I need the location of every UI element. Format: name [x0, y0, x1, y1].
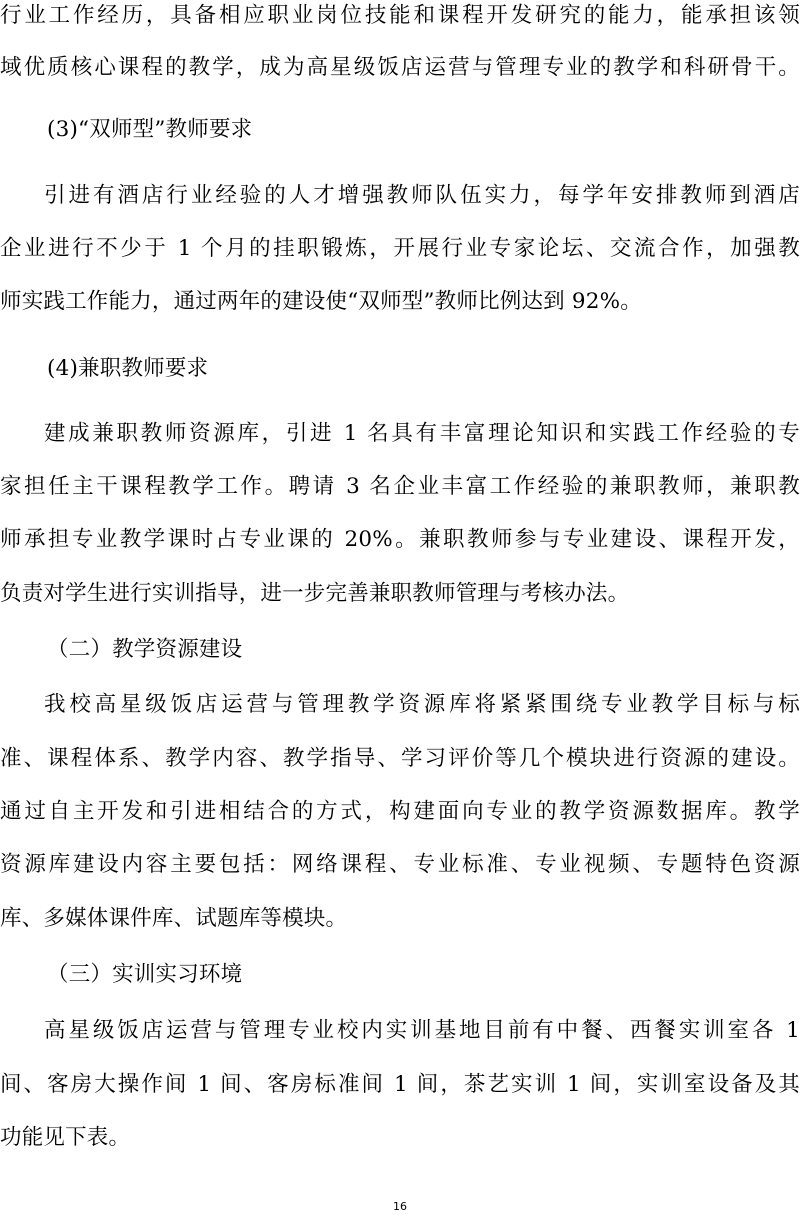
- paragraph-line: 引进有酒店行业经验的人才增强教师队伍实力，每学年安排教师到酒店: [44, 183, 800, 208]
- paragraph-line: 我校高星级饭店运营与管理教学资源库将紧紧围绕专业教学目标与标: [44, 692, 800, 717]
- paragraph-line: 行业工作经历，具备相应职业岗位技能和课程开发研究的能力，能承担该领: [0, 3, 800, 28]
- paragraph-line: 通过自主开发和引进相结合的方式，构建面向专业的教学资源数据库。教学: [0, 799, 800, 824]
- section-heading: （三）实训实习环境: [47, 962, 243, 987]
- paragraph-line: 师承担专业教学课时占专业课的 20%。兼职教师参与专业建设、课程开发，: [0, 527, 800, 552]
- paragraph-line: 家担任主干课程教学工作。聘请 3 名企业丰富工作经验的兼职教师，兼职教: [0, 474, 800, 499]
- paragraph-line: 建成兼职教师资源库，引进 1 名具有丰富理论知识和实践工作经验的专: [44, 421, 800, 446]
- paragraph-line: 域优质核心课程的教学，成为高星级饭店运营与管理专业的教学和科研骨干。: [0, 55, 800, 80]
- section-heading: （二）教学资源建设: [47, 637, 243, 662]
- section-heading: (4)兼职教师要求: [47, 356, 209, 381]
- paragraph-line: 企业进行不少于 1 个月的挂职锻炼，开展行业专家论坛、交流合作，加强教: [0, 236, 800, 261]
- paragraph-line: 高星级饭店运营与管理专业校内实训基地目前有中餐、西餐实训室各 1: [44, 1018, 800, 1043]
- paragraph-line: 功能见下表。: [0, 1125, 131, 1150]
- paragraph-line: 师实践工作能力，通过两年的建设使“双师型”教师比例达到 92%。: [0, 289, 643, 314]
- paragraph-line: 库、多媒体课件库、试题库等模块。: [0, 906, 348, 931]
- paragraph-line: 资源库建设内容主要包括：网络课程、专业标准、专业视频、专题特色资源: [0, 852, 800, 877]
- paragraph-line: 负责对学生进行实训指导，进一步完善兼职教师管理与考核办法。: [0, 581, 630, 606]
- paragraph-line: 准、课程体系、教学内容、教学指导、学习评价等几个模块进行资源的建设。: [0, 746, 800, 771]
- section-heading: (3)“双师型”教师要求: [47, 117, 253, 142]
- page-number: 16: [393, 1200, 407, 1213]
- paragraph-line: 间、客房大操作间 1 间、客房标准间 1 间，茶艺实训 1 间，实训室设备及其: [0, 1072, 800, 1097]
